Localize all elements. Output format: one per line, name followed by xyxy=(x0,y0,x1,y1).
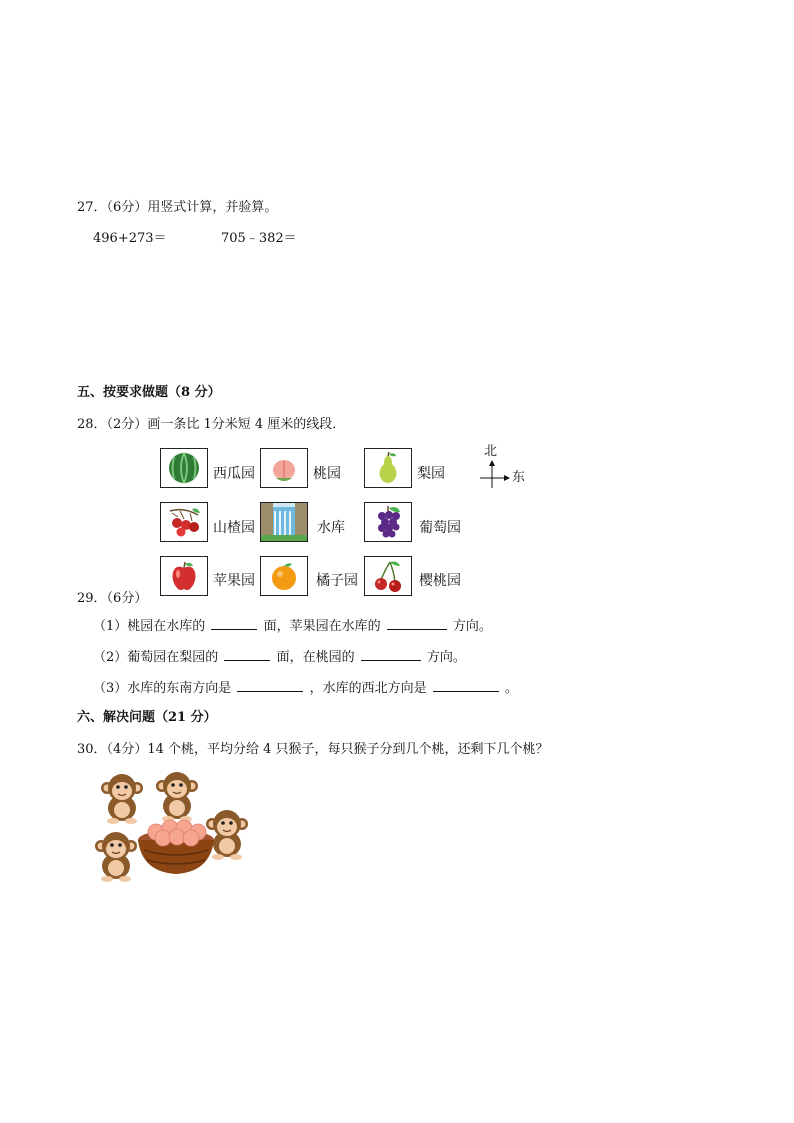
map-label-orange: 橘子园 xyxy=(316,573,358,589)
watermelon-icon xyxy=(160,448,208,488)
map-label-apple: 苹果园 xyxy=(213,573,255,589)
compass xyxy=(476,444,532,490)
q29-part-2-text-c: 方向。 xyxy=(426,650,466,665)
map-label-watermelon: 西瓜园 xyxy=(213,466,255,482)
pear-icon xyxy=(364,448,412,488)
map-label-pear: 梨园 xyxy=(417,466,445,482)
q29-part-1-text-c: 方向。 xyxy=(452,619,492,634)
map-label-cherry: 樱桃园 xyxy=(419,573,461,589)
q29-part-3-text-b: ，水库的西北方向是 xyxy=(309,681,427,696)
q29-blank-3[interactable] xyxy=(224,648,270,661)
q27-title: 27．（6分）用竖式计算，并验算。 xyxy=(77,200,278,215)
map-label-hawthorn: 山楂园 xyxy=(213,520,255,536)
q29-blank-4[interactable] xyxy=(361,648,421,661)
compass-east-label: 东 xyxy=(512,470,526,485)
map-label-grape: 葡萄园 xyxy=(419,520,461,536)
q29-part-2-text-b: 面，在桃园的 xyxy=(276,650,355,665)
q29-part-1 xyxy=(93,617,492,635)
q29-part-2-text-a: （2）葡萄园在梨园的 xyxy=(93,650,219,665)
q29-part-1-text-b: 面，苹果园在水库的 xyxy=(263,619,381,634)
monkeys-peaches-illustration xyxy=(92,768,254,882)
q27-expression-2: 705﹣382＝ xyxy=(221,231,297,246)
section-5-heading: 五、按要求做题（8 分） xyxy=(77,385,221,400)
orange-icon xyxy=(260,556,308,596)
q30-title: 30．（4分）14 个桃，平均分给 4 只猴子，每只猴子分到几个桃，还剩下几个桃？ xyxy=(77,742,549,757)
q29-part-3 xyxy=(93,679,518,697)
map-label-reservoir: 水库 xyxy=(317,520,345,536)
q29-blank-2[interactable] xyxy=(387,617,447,630)
hawthorn-icon xyxy=(160,502,208,542)
q29-part-3-text-c: 。 xyxy=(504,681,518,696)
q29-title: 29．（6分） xyxy=(77,591,148,606)
section-6-heading: 六、解决问题（21 分） xyxy=(77,710,217,725)
cherry-icon xyxy=(364,556,412,596)
q29-blank-6[interactable] xyxy=(433,679,499,692)
q29-part-3-text-a: （3）水库的东南方向是 xyxy=(93,681,232,696)
q29-blank-5[interactable] xyxy=(237,679,303,692)
apple-icon xyxy=(160,556,208,596)
q28-title: 28．（2分）画一条比 1分米短 4 厘米的线段． xyxy=(77,417,346,432)
reservoir-icon xyxy=(260,502,308,542)
grape-icon xyxy=(364,502,412,542)
peach-icon xyxy=(260,448,308,488)
q27-expression-1: 496+273＝ xyxy=(93,231,167,246)
map-label-peach: 桃园 xyxy=(313,466,341,482)
q29-part-1-text-a: （1）桃园在水库的 xyxy=(93,619,206,634)
compass-north-label: 北 xyxy=(484,444,498,459)
q29-part-2 xyxy=(93,648,466,666)
q29-blank-1[interactable] xyxy=(211,617,257,630)
